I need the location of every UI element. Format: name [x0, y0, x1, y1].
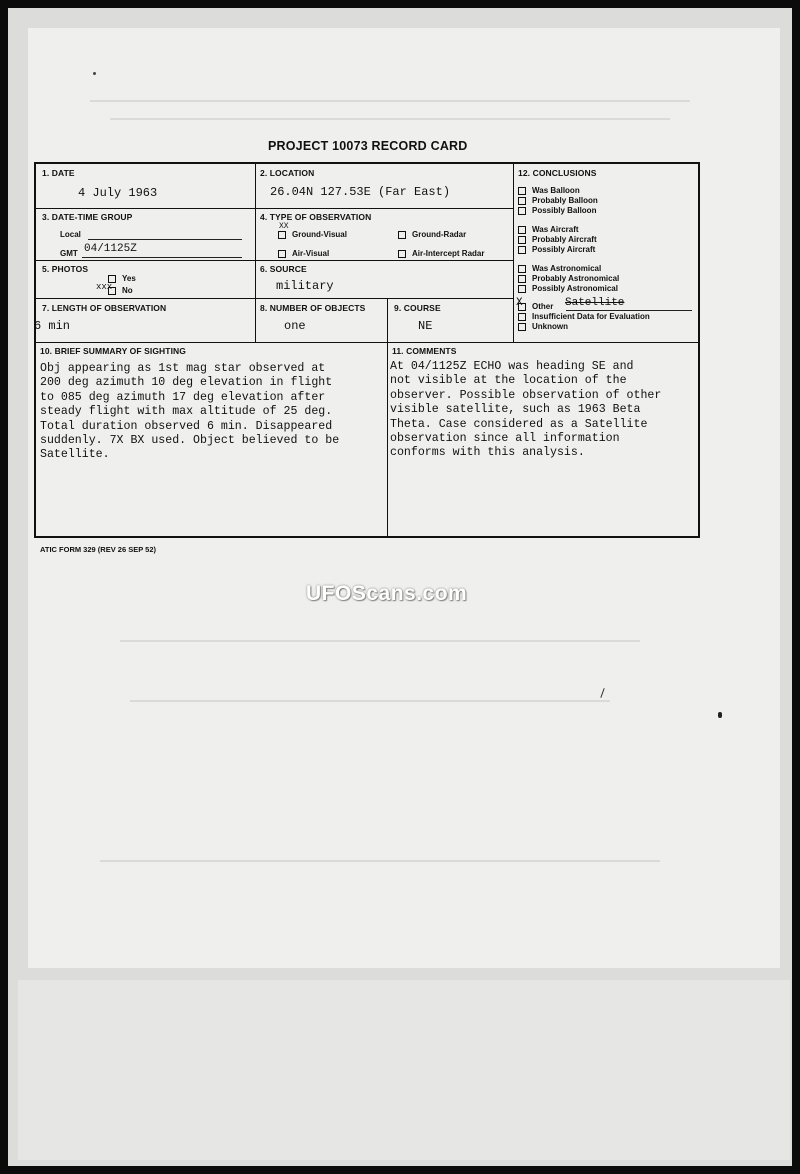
objects-label: 8. NUMBER OF OBJECTS	[260, 303, 366, 313]
conclusion-insufficient-data: Insufficient Data for Evaluation	[518, 312, 650, 322]
card-title: PROJECT 10073 RECORD CARD	[268, 139, 468, 153]
air-intercept-label: Air-Intercept Radar	[412, 249, 485, 258]
checkbox-icon	[518, 313, 526, 321]
conclusions-cell	[514, 164, 698, 342]
gmt-underline	[82, 257, 242, 258]
form-footer: ATIC FORM 329 (REV 26 SEP 52)	[40, 545, 157, 554]
checkbox-icon	[518, 197, 526, 205]
comments-cell	[388, 342, 698, 536]
conclusions-label: 12. CONCLUSIONS	[518, 168, 597, 178]
length-cell	[36, 298, 256, 342]
conclusion-other: Other	[518, 302, 553, 312]
conclusion-probably-astronomical: Probably Astronomical	[518, 274, 619, 284]
ground-visual-mark: XX	[279, 222, 289, 231]
length-value: 6 min	[34, 319, 71, 333]
checkbox-icon	[278, 231, 286, 239]
checkbox-icon	[398, 231, 406, 239]
objects-cell	[256, 298, 388, 342]
ground-radar-option	[398, 230, 466, 239]
ground-visual-label: Ground-Visual	[292, 230, 347, 239]
comments-text: At 04/1125Z ECHO was heading SE and not visible at the location of the observer. Possible observation of other visible satellite, such as 1963 Beta Theta. Case considered as a Satellite observation since all information conforms with this analysis.	[390, 360, 662, 460]
conclusion-other-mark: X	[516, 297, 523, 309]
watermark-logo: UFOScans.com	[306, 582, 468, 605]
checkbox-icon	[518, 207, 526, 215]
local-label: Local	[60, 230, 81, 239]
dtg-label: 3. DATE-TIME GROUP	[42, 212, 133, 222]
checkbox-icon	[518, 226, 526, 234]
checkbox-icon	[518, 236, 526, 244]
bleed-line	[100, 860, 660, 862]
conclusion-possibly-astronomical: Possibly Astronomical	[518, 284, 618, 294]
checkbox-icon	[518, 246, 526, 254]
source-cell	[256, 260, 514, 298]
date-time-group-cell	[36, 208, 256, 260]
record-card-form	[34, 162, 700, 538]
checkbox-icon	[518, 323, 526, 331]
summary-text: Obj appearing as 1st mag star observed at 200 deg azimuth 10 deg elevation in flight to 085 deg azimuth 17 deg elevation after steady flight with max altitude of 25 deg. Total duration observed 6 min. Disappeared suddenly. 7X BX used. Object believed to be Satellite.	[40, 362, 340, 462]
photos-cell	[36, 260, 256, 298]
conclusion-possibly-balloon: Possibly Balloon	[518, 206, 596, 216]
conclusion-unknown: Unknown	[518, 322, 568, 332]
checkbox-icon	[518, 187, 526, 195]
date-label: 1. DATE	[42, 168, 75, 178]
conclusion-was-balloon: Was Balloon	[518, 186, 580, 196]
course-cell	[388, 298, 514, 342]
photos-yes-label: Yes	[122, 274, 136, 283]
comments-label: 11. COMMENTS	[392, 346, 457, 356]
scan-speck	[93, 72, 96, 75]
ground-radar-label: Ground-Radar	[412, 230, 467, 239]
bleed-line	[110, 118, 670, 120]
bleed-line	[120, 640, 640, 642]
checkbox-icon	[518, 275, 526, 283]
summary-label: 10. BRIEF SUMMARY OF SIGHTING	[40, 346, 186, 356]
objects-value: one	[284, 319, 306, 333]
checkbox-icon	[518, 285, 526, 293]
observation-type-cell	[256, 208, 514, 260]
date-cell	[36, 164, 256, 208]
checkbox-icon	[398, 250, 406, 258]
conclusion-was-astronomical: Was Astronomical	[518, 264, 601, 274]
summary-cell	[36, 342, 388, 536]
conclusion-possibly-aircraft: Possibly Aircraft	[518, 245, 595, 255]
course-value: NE	[418, 319, 433, 333]
length-label: 7. LENGTH OF OBSERVATION	[42, 303, 167, 313]
conclusion-other-value: Satellite	[565, 297, 625, 309]
gmt-label: GMT	[60, 249, 78, 258]
observation-type-label: 4. TYPE OF OBSERVATION	[260, 212, 372, 222]
photos-label: 5. PHOTOS	[42, 264, 89, 274]
checkbox-icon	[518, 265, 526, 273]
location-label: 2. LOCATION	[260, 168, 315, 178]
ground-visual-option	[278, 230, 347, 239]
course-label: 9. COURSE	[394, 303, 441, 313]
conclusion-probably-balloon: Probably Balloon	[518, 196, 598, 206]
conclusion-was-aircraft: Was Aircraft	[518, 225, 579, 235]
local-underline	[88, 239, 242, 240]
scan-speck	[718, 712, 722, 718]
conclusion-probably-aircraft: Probably Aircraft	[518, 235, 597, 245]
other-underline	[566, 310, 692, 311]
photos-no-label: No	[122, 286, 133, 295]
source-label: 6. SOURCE	[260, 264, 307, 274]
date-value: 4 July 1963	[78, 186, 158, 200]
gmt-value: 04/1125Z	[84, 243, 137, 255]
next-page-edge	[18, 980, 790, 1160]
bleed-line	[130, 700, 610, 702]
source-value: military	[276, 279, 334, 293]
location-cell	[256, 164, 514, 208]
air-visual-label: Air-Visual	[292, 249, 330, 258]
air-visual-option	[278, 249, 329, 258]
photos-no-mark: xxx	[96, 282, 113, 292]
bleed-line	[90, 100, 690, 102]
air-intercept-option	[398, 249, 484, 258]
checkbox-icon	[278, 250, 286, 258]
location-value: 26.04N 127.53E (Far East)	[270, 185, 451, 199]
